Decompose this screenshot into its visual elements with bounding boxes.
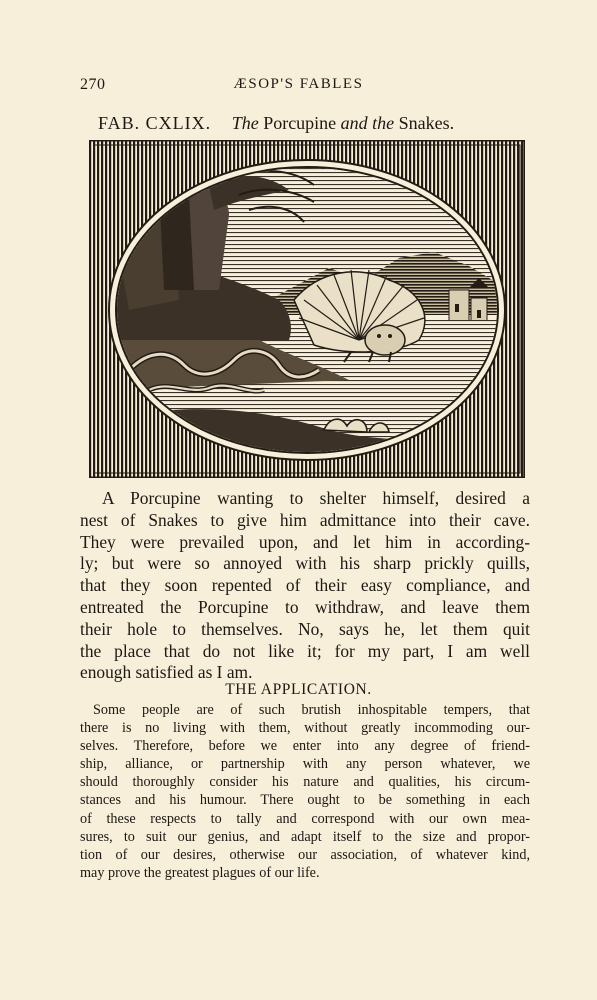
- woodcut-illustration: [89, 140, 525, 478]
- application-line: tion of our desires, otherwise our association, of whatever kind,: [80, 846, 530, 863]
- fable-number: FAB. CXLIX.: [98, 113, 212, 133]
- fable-line: nest of Snakes to give him admittance into their cave.: [80, 509, 530, 530]
- application-line: sures, to suit our genius, and adapt itself to the size and propor-: [80, 828, 530, 845]
- fable-line: entreated the Porcupine to withdraw, and leave them: [80, 596, 530, 617]
- title-porcupine: Porcupine: [263, 113, 337, 133]
- fable-line: enough satisfied as I am.: [80, 662, 253, 683]
- fable-line: They were prevailed upon, and let him in according-: [80, 531, 530, 552]
- application-line: may prove the greatest plagues of our life.: [80, 864, 320, 881]
- title-the: The: [231, 113, 259, 133]
- fable-title: [98, 113, 454, 134]
- fable-line: that they soon repented of their easy compliance, and: [80, 575, 530, 596]
- running-head: ÆSOP'S FABLES: [233, 76, 364, 92]
- application-text: [80, 701, 530, 882]
- application-line: should thoroughly consider his nature and qualities, his circum-: [80, 774, 530, 791]
- application-line: of these respects to tally and correspond with our own mea-: [80, 810, 530, 827]
- fable-line: the place that do not like it; for my part, I am well: [80, 640, 530, 661]
- application-line: stances and his humour. There ought to be something in each: [80, 792, 530, 809]
- application-line: selves. Therefore, before we enter into any degree of friend-: [80, 738, 530, 755]
- fable-line: their hole to themselves. No, says he, let them quit: [80, 618, 530, 639]
- title-the-2: the: [372, 113, 395, 133]
- application-line: Some people are of such brutish inhospitable tempers, that: [93, 702, 530, 718]
- fable-line: ly; but were so annoyed with his sharp prickly quills,: [80, 553, 530, 574]
- title-snakes: Snakes.: [398, 113, 455, 133]
- application-line: ship, alliance, or partnership with any person whatever, we: [80, 756, 530, 773]
- page-number: 270: [80, 76, 106, 93]
- application-heading: THE APPLICATION.: [225, 681, 372, 698]
- title-and: and: [340, 113, 368, 133]
- fable-line: A Porcupine wanting to shelter himself, desired a: [102, 488, 530, 508]
- application-line: there is no living with them, without greatly incommoding our-: [80, 720, 530, 737]
- fable-text: [80, 488, 530, 684]
